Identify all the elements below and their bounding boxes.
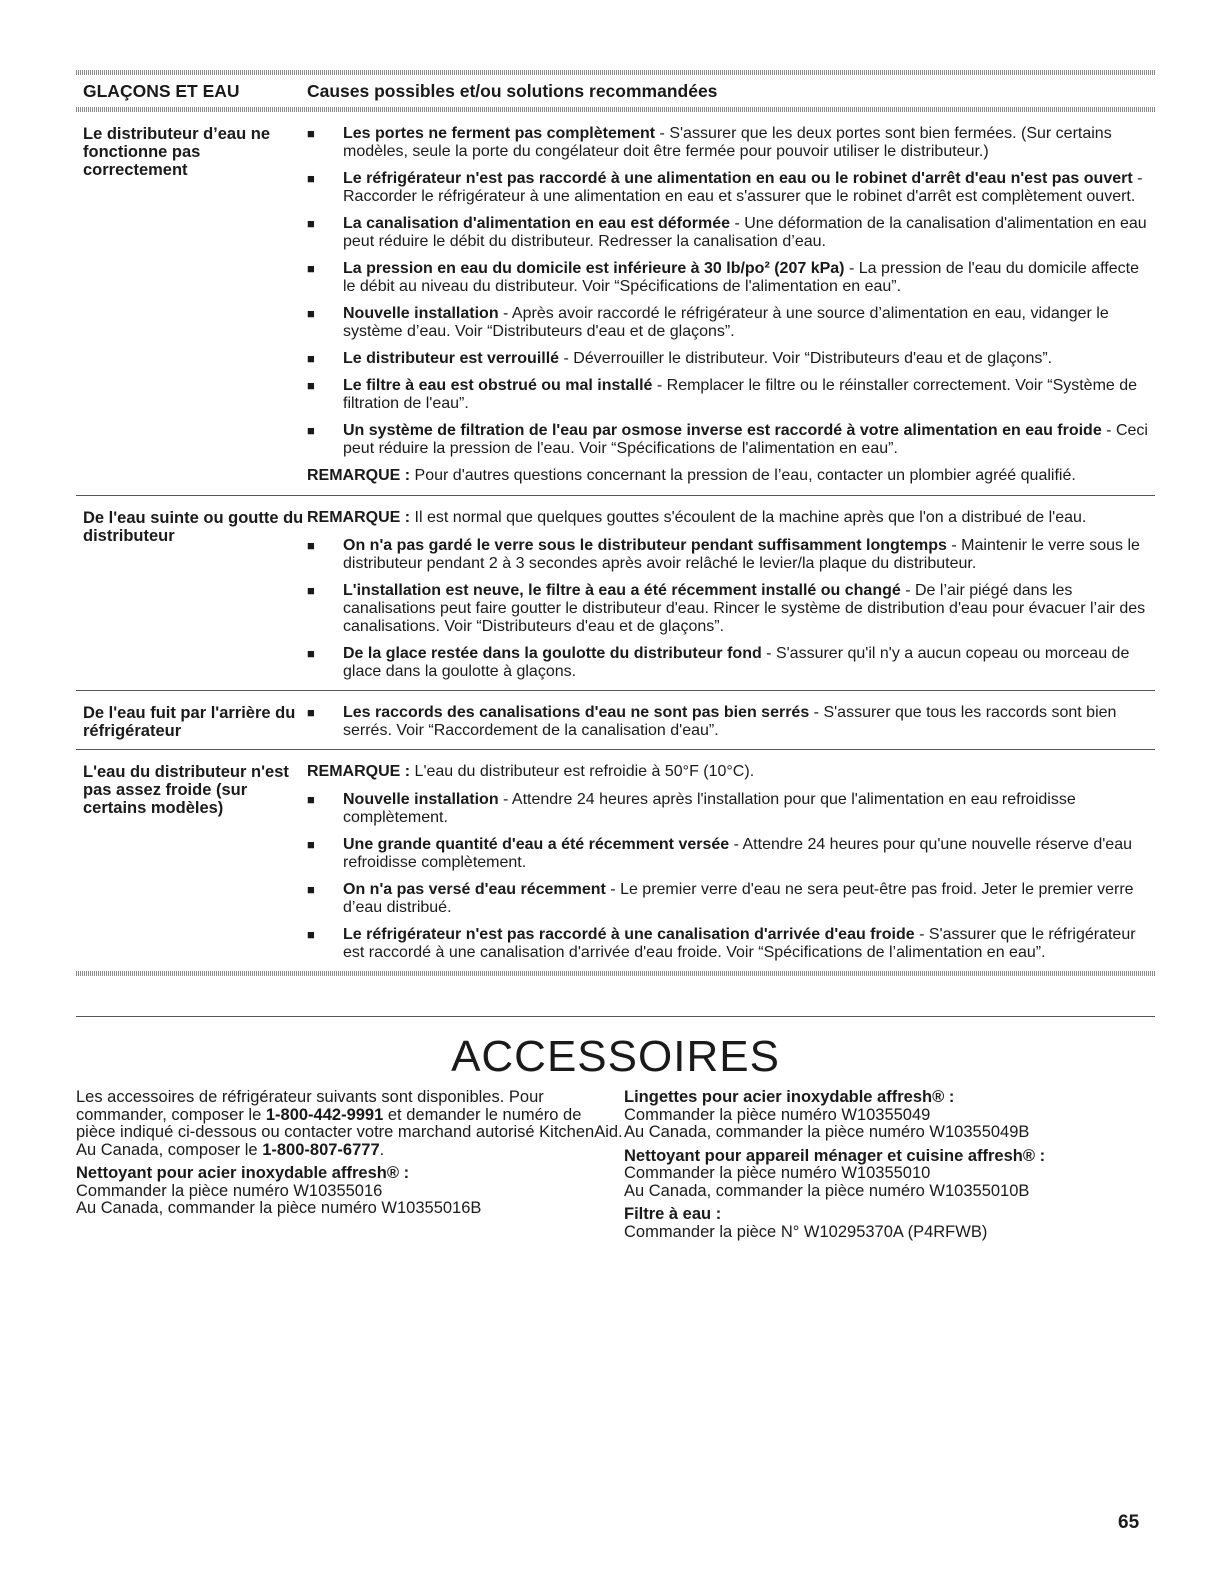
accessories-right-column [624, 1089, 1155, 1247]
square-bullet-icon: ■ [307, 216, 315, 231]
accessory-part-number: Commander la pièce numéro W10355010 [624, 1164, 931, 1182]
solution-remedy: - S'assurer que les deux portes sont bien fermées. (Sur certains modèles, seule la porte du congélateur doit être fermée pour pouvoir utiliser le distributeur.) [343, 125, 1112, 160]
accessory-part-number: Commander la pièce N° W10295370A (P4RFWB) [624, 1222, 988, 1241]
column-header-problem: GLAÇONS ET EAU [83, 80, 240, 101]
accessories-left-column [76, 1089, 624, 1247]
solution-remedy: - Après avoir raccordé le réfrigérateur à une source d’alimentation en eau, vidanger le système d’eau. Voir “Distributeurs d'eau et de glaçons”. [343, 305, 1109, 340]
remarque-label: REMARQUE : [307, 763, 411, 780]
square-bullet-icon: ■ [307, 351, 315, 366]
solution-item [307, 582, 1149, 636]
solution-remedy: - La pression de l'eau du domicile affecte le débit au niveau du distributeur. Voir “Spécifications de l'alimentation en eau”. [343, 260, 1139, 295]
solution-item [307, 926, 1149, 962]
accessory-part-number-canada: Au Canada, commander la pièce numéro W10355010B [624, 1181, 1030, 1200]
solution-cause: L'installation est neuve, le filtre à eau a été récemment installé ou changé [343, 582, 901, 599]
square-bullet-icon: ■ [307, 306, 315, 321]
solution-text [343, 305, 1149, 341]
solution-cause: Un système de filtration de l'eau par osmose inverse est raccordé à votre alimentation en eau froide [343, 422, 1102, 439]
accessories-title: ACCESSOIRES [451, 1032, 780, 1081]
accessories-intro: Les accessoires de réfrigérateur suivants sont disponibles. Pour commander, composer le 1-800-442-9991 et demander le numéro de pièce indiqué ci-dessous ou contacter votre marchand autorisé KitchenAid. Au Canada, composer le 1-800-807-6777. [76, 1088, 623, 1159]
table-bottom-border [76, 971, 1155, 976]
solution-remedy: - De l’air piégé dans les canalisations peut faire goutter le distributeur d'eau. Rincer le système de distribution d'eau pour évacuer l’air des canalisations. Voir “Distributeurs d'eau et de glaçons”. [343, 582, 1146, 635]
accessory-part-number: Commander la pièce numéro W10355049 [624, 1105, 931, 1124]
square-bullet-icon: ■ [307, 927, 315, 942]
solution-cause: On n'a pas gardé le verre sous le distributeur pendant suffisamment longtemps [343, 537, 947, 554]
problem-label: De l'eau suinte ou goutte du distributeur [83, 509, 304, 545]
square-bullet-icon: ■ [307, 792, 315, 807]
remarque-note [307, 763, 1149, 781]
square-bullet-icon: ■ [307, 126, 315, 141]
solution-text [343, 170, 1149, 206]
solution-remedy: - Raccorder le réfrigérateur à une alimentation en eau et s'assurer que le robinet d'arrêt est complètement ouvert. [343, 170, 1143, 205]
solution-cause: Nouvelle installation [343, 791, 499, 808]
solution-cause: Le réfrigérateur n'est pas raccordé à une canalisation d'arrivée d'eau froide [343, 926, 915, 943]
accessory-item [624, 1206, 1155, 1241]
column-header-solutions: Causes possibles et/ou solutions recommandées [307, 80, 718, 101]
phone-us: 1-800-442-9991 [265, 1105, 384, 1124]
solution-remedy: - Attendre 24 heures après l'installation pour que l'alimentation en eau refroidisse complètement. [343, 791, 1076, 826]
solution-cause: La canalisation d'alimentation en eau est déformée [343, 215, 731, 232]
solution-text [343, 645, 1149, 681]
remarque-text: Pour d'autres questions concernant la pression de l’eau, contacter un plombier agréé qualifié. [410, 467, 1076, 484]
remarque-text: L'eau du distributeur est refroidie à 50°F (10°C). [410, 763, 755, 780]
table-header [76, 75, 1155, 107]
problem-label: Le distributeur d’eau ne fonctionne pas correctement [83, 125, 271, 179]
problem-label: L'eau du distributeur n'est pas assez froide (sur certains modèles) [83, 763, 289, 817]
accessory-part-number: Commander la pièce numéro W10355016 [76, 1181, 383, 1200]
solution-item [307, 881, 1149, 917]
solutions-cell [307, 704, 1155, 749]
solution-remedy: - Le premier verre d'eau ne sera peut-être pas froid. Jeter le premier verre d’eau distribué. [343, 881, 1134, 916]
accessory-heading: Filtre à eau : [624, 1205, 722, 1223]
solution-item [307, 377, 1149, 413]
solution-item [307, 305, 1149, 341]
table-row [76, 112, 1155, 495]
solution-item [307, 791, 1149, 827]
page-number: 65 [1118, 1512, 1140, 1533]
solution-text [343, 422, 1149, 458]
square-bullet-icon: ■ [307, 538, 315, 553]
solution-text [343, 881, 1149, 917]
solution-item [307, 215, 1149, 251]
accessory-part-number-canada: Au Canada, commander la pièce numéro W10355049B [624, 1123, 1030, 1141]
square-bullet-icon: ■ [307, 837, 315, 852]
table-row [76, 690, 1155, 749]
solution-item [307, 125, 1149, 161]
solution-text [343, 791, 1149, 827]
solution-text [343, 704, 1149, 740]
square-bullet-icon: ■ [307, 423, 315, 438]
solution-item [307, 537, 1149, 573]
page-content [76, 70, 1155, 1247]
solution-cause: Les portes ne ferment pas complètement [343, 125, 656, 142]
solution-item [307, 704, 1149, 740]
solutions-cell [307, 509, 1155, 690]
solution-item [307, 645, 1149, 681]
solution-item [307, 170, 1149, 206]
square-bullet-icon: ■ [307, 171, 315, 186]
solution-cause: Le filtre à eau est obstrué ou mal installé [343, 377, 653, 394]
solution-text [343, 377, 1149, 413]
solution-remedy: - Attendre 24 heures pour qu'une nouvelle réserve d'eau refroidisse complètement. [343, 836, 1132, 871]
table-row [76, 749, 1155, 971]
accessory-item [76, 1165, 624, 1218]
solution-remedy: - Remplacer le filtre ou le réinstaller correctement. Voir “Système de filtration de l'eau”. [343, 377, 1138, 412]
solution-remedy: - Maintenir le verre sous le distributeur pendant 2 à 3 secondes après avoir relâché le levier/la plaque du distributeur. [343, 537, 1140, 572]
square-bullet-icon: ■ [307, 705, 315, 720]
solution-text [343, 836, 1149, 872]
square-bullet-icon: ■ [307, 583, 315, 598]
solution-text [343, 926, 1149, 962]
accessory-part-number-canada: Au Canada, commander la pièce numéro W10355016B [76, 1199, 482, 1217]
solution-cause: Le réfrigérateur n'est pas raccordé à une alimentation en eau ou le robinet d'arrêt d'eau n'est pas ouvert [343, 170, 1133, 187]
table-body [76, 112, 1155, 971]
accessory-heading: Nettoyant pour appareil ménager et cuisine affresh® : [624, 1146, 1046, 1165]
remarque-label: REMARQUE : [307, 467, 411, 484]
solution-item [307, 260, 1149, 296]
solutions-cell [307, 125, 1155, 495]
remarque-note [307, 467, 1149, 485]
solution-cause: Les raccords des canalisations d'eau ne sont pas bien serrés [343, 704, 810, 721]
solution-text [343, 260, 1149, 296]
solution-text [343, 125, 1149, 161]
remarque-text: Il est normal que quelques gouttes s'écoulent de la machine après que l'on a distribué de l'eau. [410, 509, 1087, 526]
solution-remedy: - S'assurer que le réfrigérateur est raccordé à une canalisation d'arrivée d'eau froide. Voir “Spécifications de l’alimentation en eau”. [343, 926, 1136, 961]
table-row [76, 495, 1155, 690]
solution-cause: Le distributeur est verrouillé [343, 350, 560, 367]
accessory-item [624, 1148, 1155, 1201]
remarque-note [307, 509, 1149, 527]
remarque-label: REMARQUE : [307, 509, 411, 526]
solution-remedy: - Une déformation de la canalisation d'alimentation en eau peut réduire le débit du distributeur. Redresser la canalisation d’eau. [343, 215, 1147, 250]
accessories-section [76, 1089, 1155, 1247]
square-bullet-icon: ■ [307, 646, 315, 661]
solution-remedy: - S'assurer qu'il n'y a aucun copeau ou morceau de glace dans la goulotte à glaçons. [343, 645, 1130, 680]
accessory-heading: Nettoyant pour acier inoxydable affresh® : [76, 1164, 410, 1182]
solution-cause: La pression en eau du domicile est inférieure à 30 lb/po² (207 kPa) [343, 260, 845, 277]
square-bullet-icon: ■ [307, 261, 315, 276]
accessory-item [624, 1089, 1155, 1142]
problem-label: De l'eau fuit par l'arrière du réfrigérateur [83, 704, 296, 740]
solution-text [343, 582, 1149, 636]
section-divider [76, 1016, 1155, 1017]
solution-item [307, 350, 1149, 368]
solution-item [307, 836, 1149, 872]
solution-text [343, 215, 1149, 251]
solutions-cell [307, 763, 1155, 971]
solution-remedy: - Déverrouiller le distributeur. Voir “Distributeurs d'eau et de glaçons”. [559, 350, 1053, 367]
square-bullet-icon: ■ [307, 882, 315, 897]
solution-cause: Une grande quantité d'eau a été récemment versée [343, 836, 730, 853]
solution-cause: On n'a pas versé d'eau récemment [343, 881, 606, 898]
solution-item [307, 422, 1149, 458]
phone-canada: 1-800-807-6777 [262, 1140, 380, 1159]
accessory-heading: Lingettes pour acier inoxydable affresh® : [624, 1088, 955, 1106]
solution-cause: Nouvelle installation [343, 305, 499, 322]
solution-text [343, 537, 1149, 573]
solution-remedy: - S'assurer que tous les raccords sont bien serrés. Voir “Raccordement de la canalisation d'eau”. [343, 704, 1117, 739]
solution-remedy: - Ceci peut réduire la pression de l'eau. Voir “Spécifications de l'alimentation en eau”. [343, 422, 1148, 457]
solution-text [343, 350, 1052, 368]
solution-cause: De la glace restée dans la goulotte du distributeur fond [343, 645, 762, 662]
square-bullet-icon: ■ [307, 378, 315, 393]
